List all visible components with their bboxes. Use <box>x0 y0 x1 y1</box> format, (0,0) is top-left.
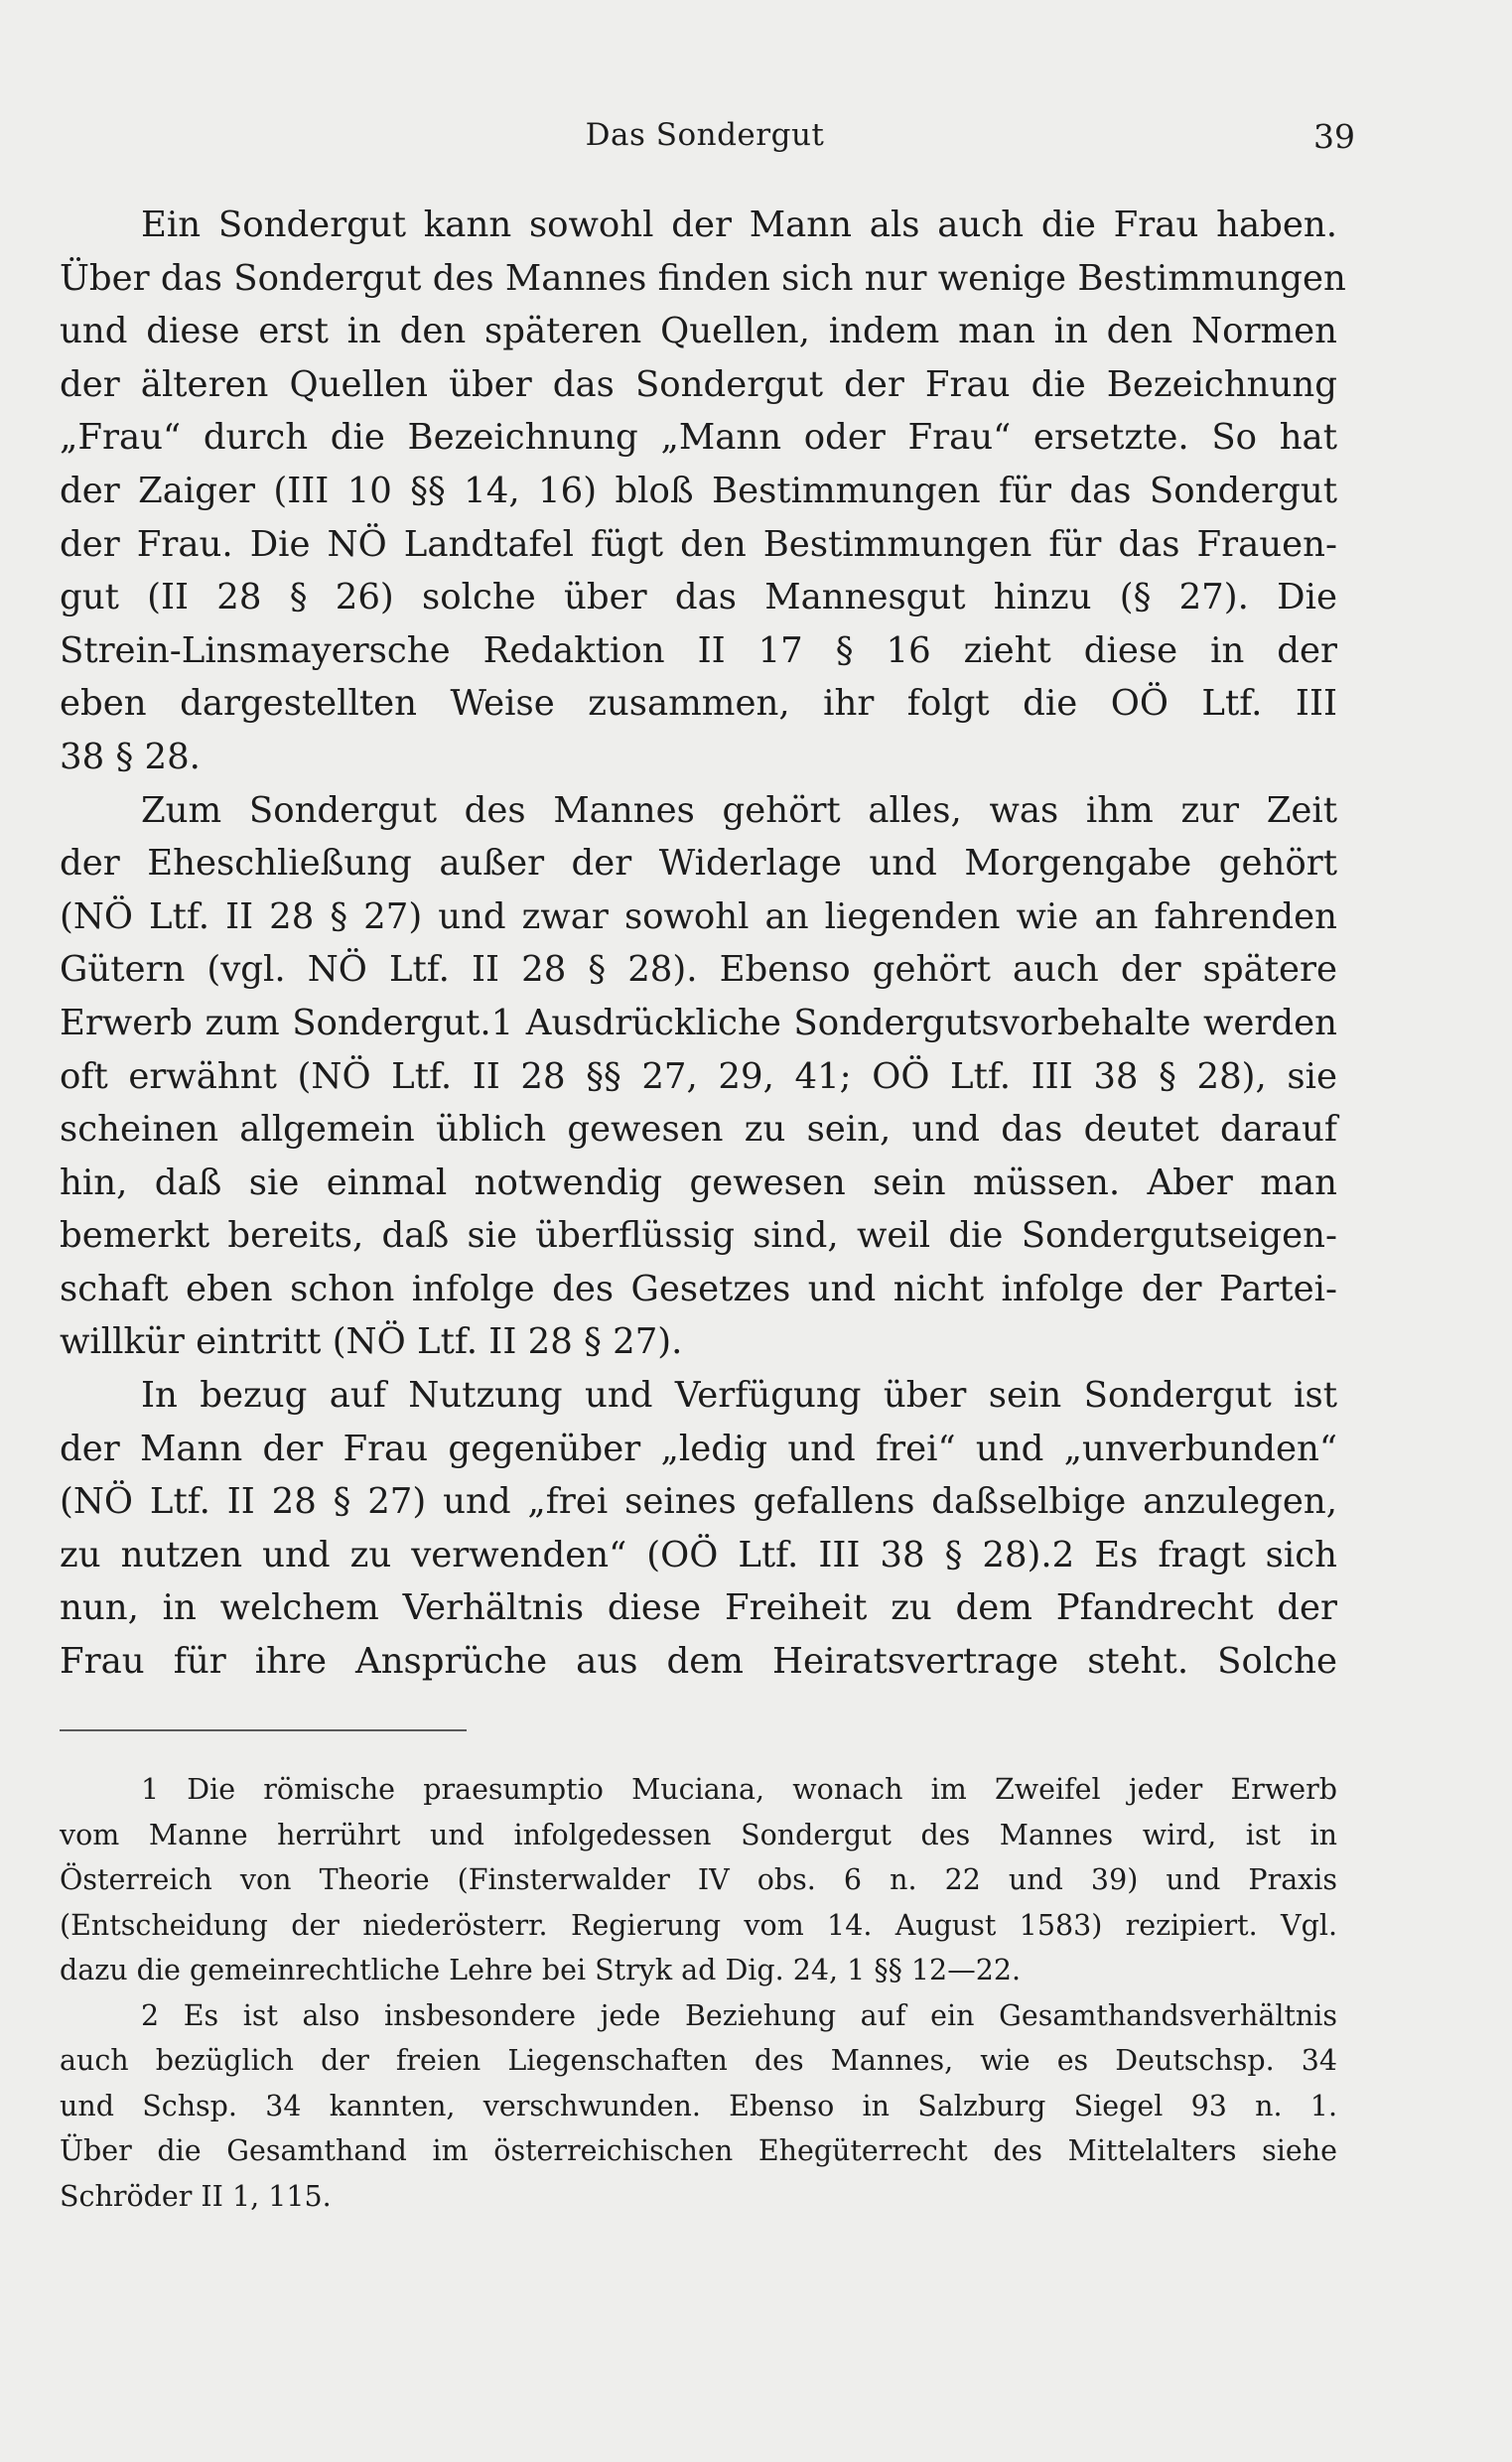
text-line: oft erwähnt (NÖ Ltf. II 28 §§ 27, 29, 41; OÖ Ltf. III 38 § 28), sie <box>60 1055 1337 1097</box>
footnote-line: Über die Gesamthand im österreichischen Ehegüterrecht des Mittelalters siehe <box>60 2134 1337 2167</box>
footnote-rule <box>60 1729 467 1731</box>
footnote-line: und Schsp. 34 kannten, verschwunden. Ebenso in Salzburg Siegel 93 n. 1. <box>60 2089 1337 2122</box>
paragraph <box>60 1369 1337 1689</box>
text-line: (NÖ Ltf. II 28 § 27) und zwar sowohl an liegenden wie an fahrenden <box>60 895 1337 937</box>
text-line: nun, in welchem Verhältnis diese Freiheit zu dem Pfandrecht der <box>60 1587 1337 1629</box>
text-line: schaft eben schon infolge des Gesetzes und nicht infolge der Partei- <box>60 1268 1337 1309</box>
running-title: Das Sondergut <box>585 117 825 153</box>
body-text <box>60 199 1346 1689</box>
text-line: hin, daß sie einmal notwendig gewesen sein müssen. Aber man <box>60 1162 1337 1203</box>
text-line: Erwerb zum Sondergut.1 Ausdrückliche Sondergutsvorbehalte werden <box>60 1002 1337 1043</box>
footnote <box>60 1767 1337 1993</box>
text-line: der älteren Quellen über das Sondergut der Frau die Bezeichnung <box>60 363 1337 405</box>
footnote-line: 2 Es ist also insbesondere jede Beziehung auf ein Gesamthandsverhältnis <box>141 1998 1337 2032</box>
text-line: willkür eintritt (NÖ Ltf. II 28 § 27). <box>60 1321 683 1363</box>
text-line: der Frau. Die NÖ Landtafel fügt den Bestimmungen für das Frauen- <box>60 523 1337 565</box>
text-line: der Mann der Frau gegenüber „ledig und frei“ und „unverbunden“ <box>60 1428 1337 1469</box>
text-line: Gütern (vgl. NÖ Ltf. II 28 § 28). Ebenso gehört auch der spätere <box>60 949 1337 991</box>
text-line: eben dargestellten Weise zusammen, ihr folgt die OÖ Ltf. III <box>60 683 1337 725</box>
footnote-line: vom Manne herrührt und infolgedessen Sondergut des Mannes wird, ist in <box>60 1818 1337 1851</box>
text-line: der Zaiger (III 10 §§ 14, 16) bloß Bestimmungen für das Sondergut <box>60 470 1337 511</box>
footnote-line: dazu die gemeinrechtliche Lehre bei Stryk ad Dig. 24, 1 §§ 12—22. <box>60 1954 1022 1986</box>
text-line: der Eheschließung außer der Widerlage und Morgengabe gehört <box>60 843 1337 885</box>
footnote <box>60 1993 1337 2220</box>
footnote-line: Österreich von Theorie (Finsterwalder IV obs. 6 n. 22 und 39) und Praxis <box>60 1863 1337 1896</box>
text-line: 38 § 28. <box>60 736 201 777</box>
paragraph <box>60 199 1346 784</box>
footnote-line: Schröder II 1, 115. <box>60 2179 332 2213</box>
footnote-line: (Entscheidung der niederösterr. Regierung vom 14. August 1583) rezipiert. Vgl. <box>60 1908 1337 1942</box>
footnotes <box>60 1767 1337 2219</box>
text-line: (NÖ Ltf. II 28 § 27) und „frei seines gefallens daßselbige anzulegen, <box>60 1481 1337 1523</box>
text-line: zu nutzen und zu verwenden“ (OÖ Ltf. III 38 § 28).2 Es fragt sich <box>60 1534 1337 1575</box>
text-line: und diese erst in den späteren Quellen, indem man in den Normen <box>60 311 1337 352</box>
page-header <box>60 117 1355 167</box>
footnote-line: auch bezüglich der freien Liegenschaften des Mannes, wie es Deutschsp. 34 <box>60 2044 1337 2077</box>
text-line: „Frau“ durch die Bezeichnung „Mann oder Frau“ ersetzte. So hat <box>60 417 1337 459</box>
text-line: Über das Sondergut des Mannes finden sich nur wenige Bestimmungen <box>60 257 1346 299</box>
text-line: In bezug auf Nutzung und Verfügung über sein Sondergut ist <box>141 1375 1337 1417</box>
text-line: bemerkt bereits, daß sie überflüssig sind, weil die Sondergutseigen- <box>60 1215 1337 1257</box>
footnote-line: 1 Die römische praesumptio Muciana, wonach im Zweifel jeder Erwerb <box>141 1773 1337 1806</box>
text-line: scheinen allgemein üblich gewesen zu sein, und das deutet darauf <box>60 1109 1337 1151</box>
text-line: gut (II 28 § 26) solche über das Mannesgut hinzu (§ 27). Die <box>60 577 1337 618</box>
page-number: 39 <box>1313 117 1355 156</box>
text-line: Zum Sondergut des Mannes gehört alles, was ihm zur Zeit <box>141 789 1337 831</box>
paragraph <box>60 784 1337 1370</box>
text-line: Ein Sondergut kann sowohl der Mann als auch die Frau haben. <box>141 205 1337 245</box>
text-line: Strein-Linsmayersche Redaktion II 17 § 16 zieht diese in der <box>60 629 1337 671</box>
text-line: Frau für ihre Ansprüche aus dem Heiratsvertrage steht. Solche <box>60 1641 1337 1683</box>
